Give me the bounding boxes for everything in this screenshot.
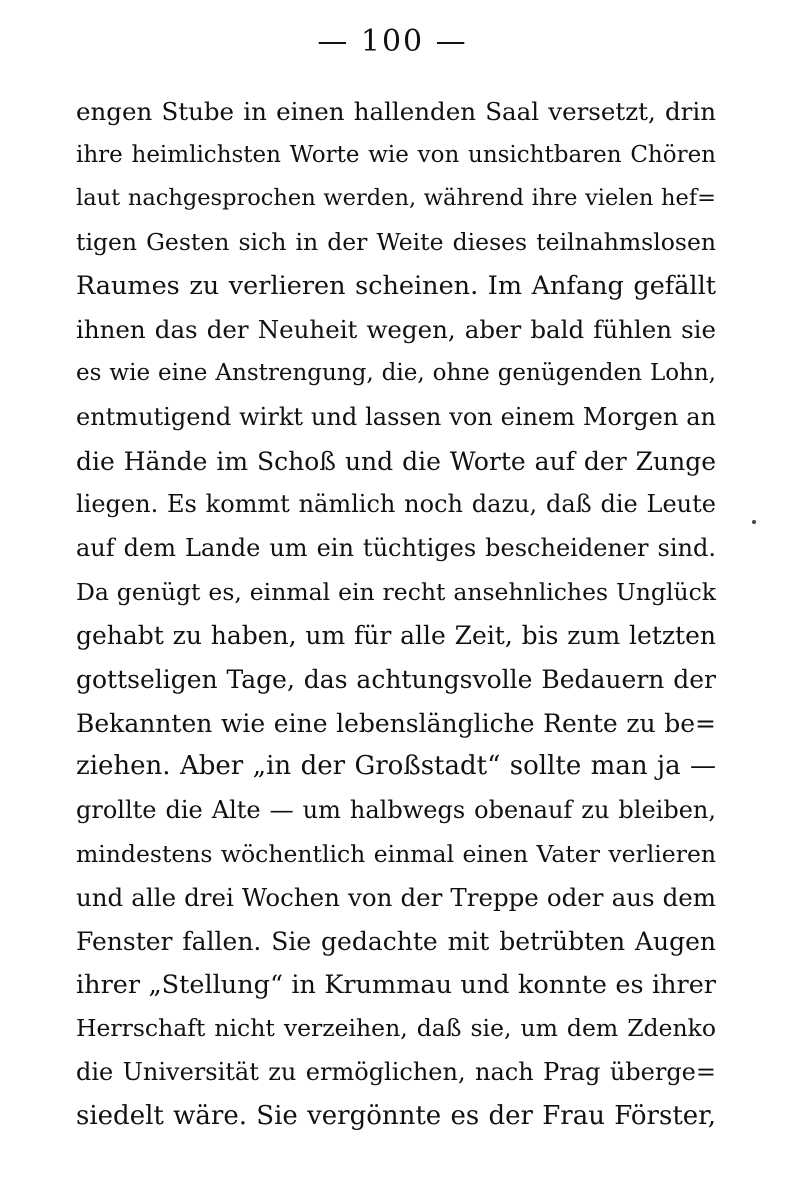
text-line: tigen Gesten sich in der Weite dieses teilnahmslosen bbox=[76, 228, 716, 257]
text-line: ziehen. Aber „in der Großstadt“ sollte man ja — bbox=[76, 751, 716, 782]
text-line: es wie eine Anstrengung, die, ohne genügenden Lohn, bbox=[76, 360, 716, 387]
text-line: auf dem Lande um ein tüchtiges bescheidener sind. bbox=[76, 533, 716, 562]
text-line: engen Stube in einen hallenden Saal versetzt, drin bbox=[76, 97, 716, 126]
text-line: Fenster fallen. Sie gedachte mit betrübten Augen bbox=[76, 927, 716, 957]
text-line: die Hände im Schoß und die Worte auf der Zunge bbox=[76, 446, 716, 476]
text-line: liegen. Es kommt nämlich noch dazu, daß die Leute bbox=[76, 490, 716, 519]
text-line: siedelt wäre. Sie vergönnte es der Frau Förster, bbox=[76, 1100, 716, 1131]
scan-speck bbox=[752, 520, 756, 524]
text-line: ihrer „Stellung“ in Krummau und konnte es ihrer bbox=[76, 969, 716, 1000]
text-line: laut nachgesprochen werden, während ihre vielen hef= bbox=[76, 185, 716, 212]
text-line: und alle drei Wochen von der Treppe oder aus dem bbox=[76, 883, 716, 913]
text-line: Da genügt es, einmal ein recht ansehnliches Unglück bbox=[76, 577, 716, 606]
text-line: grollte die Alte — um halbwegs obenauf zu bleiben, bbox=[76, 796, 716, 824]
text-line: die Universität zu ermöglichen, nach Prag überge= bbox=[76, 1058, 716, 1087]
text-line: gehabt zu haben, um für alle Zeit, bis zum letzten bbox=[76, 621, 716, 651]
text-line: Bekannten wie eine lebenslängliche Rente zu be= bbox=[76, 708, 716, 738]
text-line: mindestens wöchentlich einmal einen Vater verlieren bbox=[76, 839, 716, 868]
text-line: entmutigend wirkt und lassen von einem Morgen an bbox=[76, 402, 716, 431]
text-line: Herrschaft nicht verzeihen, daß sie, um dem Zdenko bbox=[76, 1014, 716, 1043]
text-line: ihre heimlichsten Worte wie von unsichtbaren Chören bbox=[76, 141, 716, 168]
page-number: — 100 — bbox=[317, 24, 468, 59]
text-line: gottseligen Tage, das achtungsvolle Bedauern der bbox=[76, 664, 716, 694]
text-line: Raumes zu verlieren scheinen. Im Anfang gefällt bbox=[76, 270, 716, 301]
body-text bbox=[76, 90, 716, 1139]
text-line: ihnen das der Neuheit wegen, aber bald fühlen sie bbox=[76, 315, 716, 345]
